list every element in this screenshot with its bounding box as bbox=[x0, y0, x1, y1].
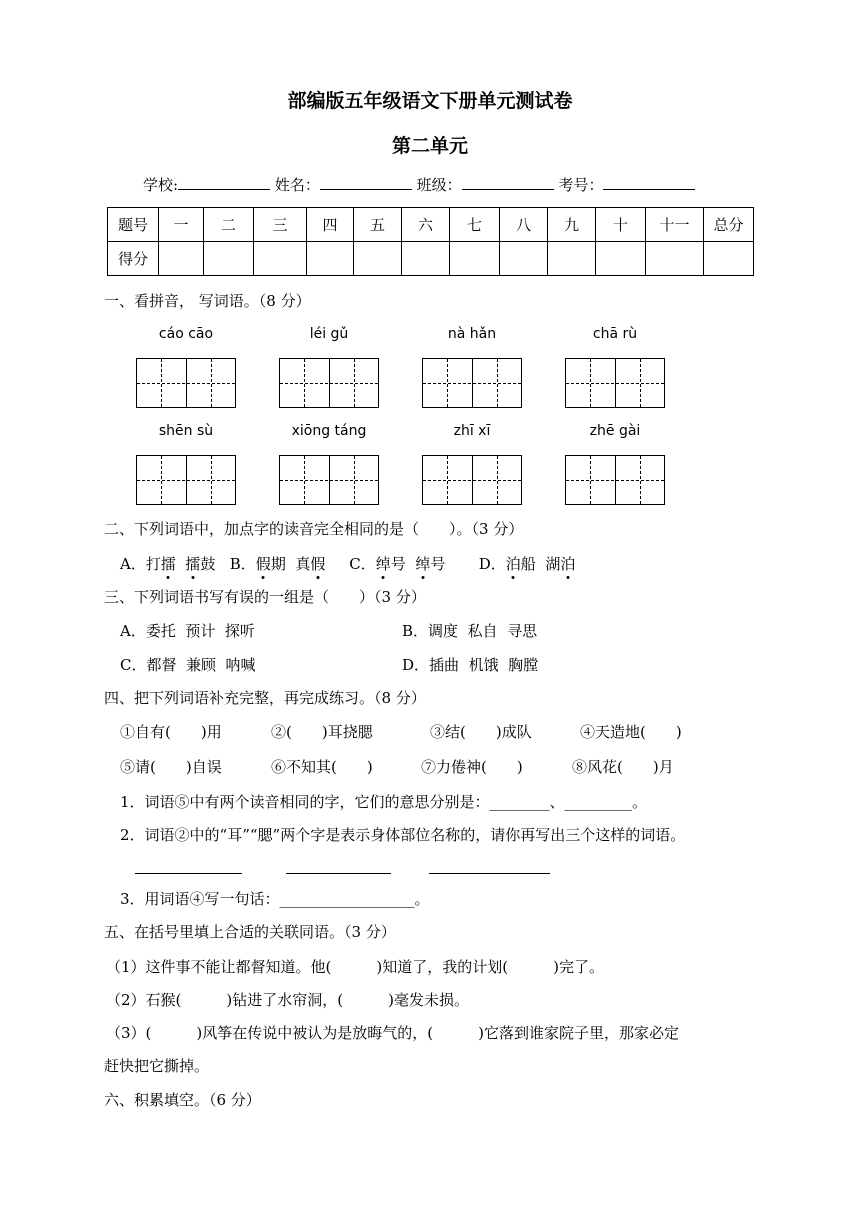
score-header-cell: 二 bbox=[204, 208, 254, 242]
score-cell[interactable] bbox=[159, 242, 204, 276]
q4-idiom[interactable]: ⑥不知其( ) bbox=[271, 758, 373, 776]
page-subtitle: 第二单元 bbox=[391, 135, 468, 157]
q2-option-d[interactable]: D．泊船 湖泊 bbox=[478, 555, 576, 573]
writing-grid[interactable] bbox=[136, 455, 236, 505]
score-cell[interactable] bbox=[254, 242, 307, 276]
writing-grid[interactable] bbox=[279, 455, 379, 505]
q5-heading: 五、在括号里填上合适的关联同语。（3 分） bbox=[104, 923, 396, 941]
q4-idiom[interactable]: ④天造地( ) bbox=[580, 723, 682, 741]
score-header-cell: 十一 bbox=[646, 208, 704, 242]
score-header-row bbox=[108, 208, 754, 242]
q5-sentence-3[interactable]: （3）( )风筝在传说中被认为是放晦气的，( )它落到谁家院子里，那家必定 bbox=[106, 1024, 679, 1042]
q4-idiom[interactable]: ⑤请( )自误 bbox=[120, 758, 222, 776]
writing-grid[interactable] bbox=[565, 455, 665, 505]
q5-sentence-2[interactable]: （2）石猴( )钻进了水帘洞，( )毫发未损。 bbox=[106, 991, 469, 1009]
number-label: 考号： bbox=[558, 176, 604, 194]
name-blank[interactable] bbox=[320, 175, 412, 190]
q2-option-b[interactable]: B．假期 真假 bbox=[229, 555, 326, 573]
pinyin-label: zhī xī bbox=[453, 423, 491, 439]
score-cell[interactable] bbox=[646, 242, 704, 276]
q5-sentence-1[interactable]: （1）这件事不能让都督知道。他( )知道了，我的计划( )完了。 bbox=[106, 958, 604, 976]
school-blank[interactable] bbox=[178, 175, 270, 190]
writing-grid[interactable] bbox=[565, 358, 665, 408]
score-cell[interactable] bbox=[204, 242, 254, 276]
q2-options bbox=[120, 553, 575, 574]
score-table bbox=[107, 207, 754, 276]
score-row bbox=[108, 242, 754, 276]
q2-heading: 二、下列词语中，加点字的读音完全相同的是（ ）。（3 分） bbox=[104, 520, 524, 538]
pinyin-label: xiōng táng bbox=[291, 423, 367, 439]
answer-line[interactable] bbox=[429, 873, 550, 874]
q4-heading: 四、把下列词语补充完整，再完成练习。（8 分） bbox=[104, 689, 426, 707]
class-blank[interactable] bbox=[462, 175, 554, 190]
q4-sub2: 2．词语②中的“耳”“腮”两个字是表示身体部位名称的，请你再写出三个这样的词语。 bbox=[120, 826, 686, 844]
score-cell[interactable] bbox=[450, 242, 500, 276]
q4-idiom[interactable]: ①自有( )用 bbox=[120, 723, 222, 741]
pinyin-label: chā rù bbox=[592, 326, 638, 342]
q3-heading: 三、下列词语书写有误的一组是（ ）（3 分） bbox=[104, 588, 426, 606]
number-blank[interactable] bbox=[603, 175, 695, 190]
class-label: 班级： bbox=[416, 176, 462, 194]
score-cell[interactable] bbox=[307, 242, 354, 276]
q4-idiom[interactable]: ⑦力倦神( ) bbox=[421, 758, 523, 776]
answer-line[interactable] bbox=[135, 873, 242, 874]
pinyin-label: shēn sù bbox=[158, 423, 214, 439]
q2-option-c[interactable]: C．绰号 绰号 bbox=[349, 555, 446, 573]
score-cell[interactable] bbox=[402, 242, 450, 276]
writing-grid[interactable] bbox=[136, 358, 236, 408]
score-header-cell: 三 bbox=[254, 208, 307, 242]
pinyin-label: cáo cāo bbox=[158, 326, 214, 342]
score-header-cell: 十 bbox=[596, 208, 646, 242]
page-title: 部编版五年级语文下册单元测试卷 bbox=[287, 90, 573, 112]
q4-idiom[interactable]: ⑧风花( )月 bbox=[572, 758, 674, 776]
q5-sentence-3-cont: 赶快把它撕掉。 bbox=[104, 1057, 210, 1075]
answer-line[interactable] bbox=[286, 873, 391, 874]
pinyin-label: zhē gài bbox=[589, 423, 641, 439]
score-cell[interactable] bbox=[548, 242, 596, 276]
writing-grid[interactable] bbox=[279, 358, 379, 408]
score-header-cell: 九 bbox=[548, 208, 596, 242]
school-label: 学校: bbox=[143, 176, 179, 194]
q4-sub1: 1．词语⑤中有两个读音相同的字，它们的意思分别是：________、_________。 bbox=[120, 793, 648, 811]
score-cell[interactable] bbox=[596, 242, 646, 276]
score-header-cell: 六 bbox=[402, 208, 450, 242]
pinyin-label: léi gǔ bbox=[309, 326, 349, 342]
score-header-cell: 题号 bbox=[108, 208, 159, 242]
q4-idiom[interactable]: ②( )耳挠腮 bbox=[271, 723, 373, 741]
score-cell[interactable] bbox=[500, 242, 548, 276]
writing-grid[interactable] bbox=[422, 358, 522, 408]
q3-option-c[interactable]: C．都督 兼顾 呐喊 bbox=[120, 656, 256, 674]
q3-option-a[interactable]: A．委托 预计 探听 bbox=[120, 622, 255, 640]
q6-heading: 六、积累填空。（6 分） bbox=[104, 1091, 261, 1109]
pinyin-label: nà hǎn bbox=[447, 326, 497, 342]
name-label: 姓名： bbox=[274, 176, 320, 194]
score-row-label: 得分 bbox=[108, 242, 159, 276]
score-cell[interactable] bbox=[704, 242, 754, 276]
score-header-cell: 总分 bbox=[704, 208, 754, 242]
q3-option-b[interactable]: B．调度 私自 寻思 bbox=[402, 622, 538, 640]
score-cell[interactable] bbox=[354, 242, 402, 276]
score-header-cell: 四 bbox=[307, 208, 354, 242]
score-header-cell: 七 bbox=[450, 208, 500, 242]
q1-heading: 一、看拼音， 写词语。（8 分） bbox=[104, 292, 311, 310]
q4-idiom[interactable]: ③结( )成队 bbox=[430, 723, 532, 741]
q4-sub3: 3．用词语④写一句话：__________________。 bbox=[120, 890, 430, 908]
writing-grid[interactable] bbox=[422, 455, 522, 505]
info-line bbox=[143, 174, 695, 195]
score-header-cell: 八 bbox=[500, 208, 548, 242]
q3-option-d[interactable]: D．插曲 机饿 胸膛 bbox=[402, 656, 539, 674]
q2-option-a[interactable]: A．打擂 擂鼓 bbox=[120, 555, 216, 573]
score-header-cell: 一 bbox=[159, 208, 204, 242]
score-header-cell: 五 bbox=[354, 208, 402, 242]
